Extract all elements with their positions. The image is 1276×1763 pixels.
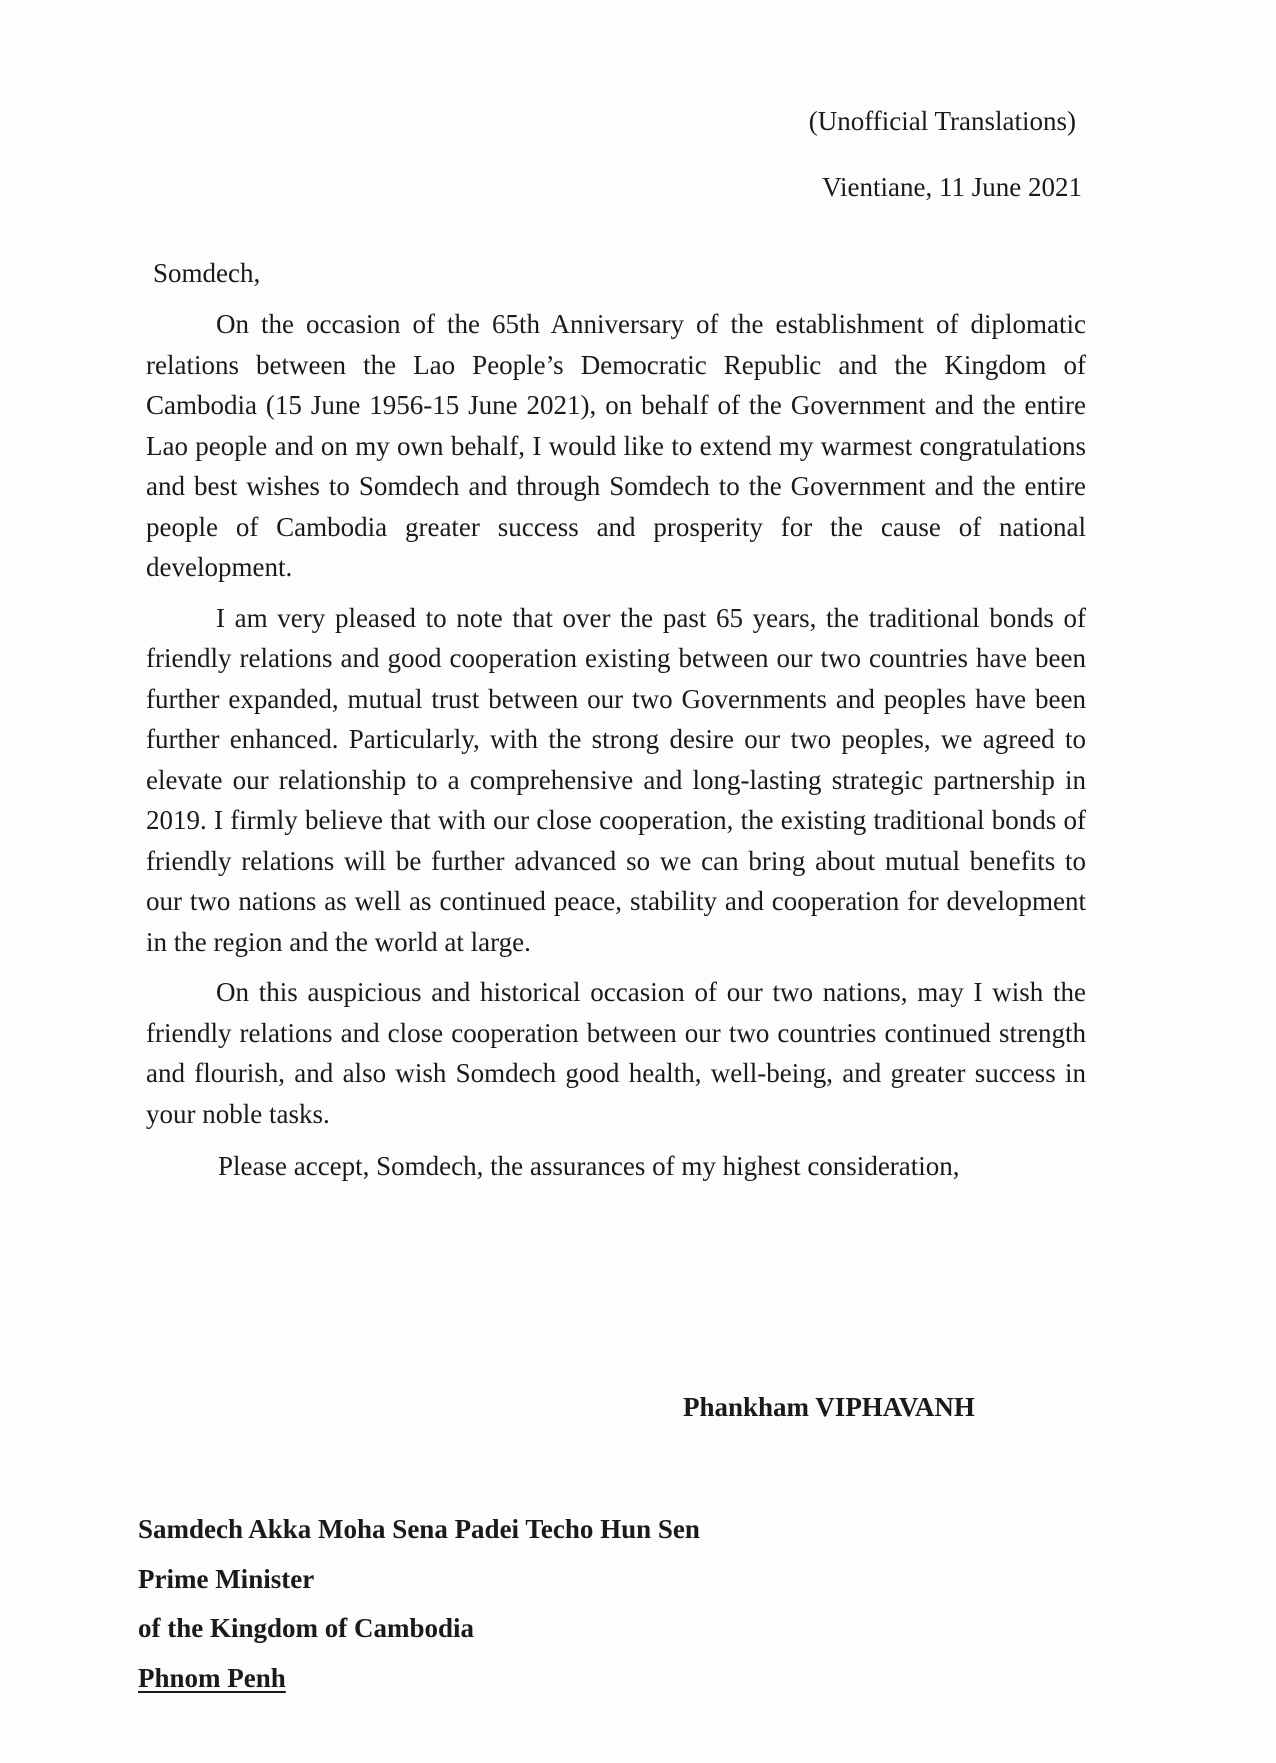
place-and-date: Vientiane, 11 June 2021	[822, 172, 1082, 202]
recipient-name: Samdech Akka Moha Sena Padei Techo Hun Sen	[138, 1514, 700, 1544]
letter-body	[146, 304, 1086, 1197]
signatory-name: Phankham VIPHAVANH	[683, 1392, 975, 1422]
closing-line: Please accept, Somdech, the assurances of my highest consideration,	[218, 1151, 960, 1181]
salutation: Somdech,	[153, 258, 261, 288]
recipient-city: Phnom Penh	[138, 1662, 286, 1693]
translation-note: (Unofficial Translations)	[808, 106, 1076, 136]
recipient-title: Prime Minister	[138, 1563, 315, 1594]
recipient-country: of the Kingdom of Cambodia	[138, 1613, 475, 1643]
body-paragraph-1: On the occasion of the 65th Anniversary of the establishment of diplomatic relations between the Lao People’s Democratic Republic and the Kingdom of Cambodia (15 June 1956-15 June 2021), on behalf of the Government and the entire Lao people and on my own behalf, I would like to extend my warmest congratulations and best wishes to Somdech and through Somdech to the Government and the entire people of Cambodia greater success and prosperity for the cause of national development.	[146, 309, 1086, 582]
body-paragraph-3: On this auspicious and historical occasion of our two nations, may I wish the friendly relations and close cooperation between our two countries continued strength and flourish, and also wish Somdech good health, well-being, and greater success in your noble tasks.	[146, 977, 1086, 1129]
recipient-block	[138, 1505, 700, 1703]
body-paragraph-2: I am very pleased to note that over the past 65 years, the traditional bonds of friendly relations and good cooperation existing between our two countries have been further expanded, mutual trust between our two Governments and peoples have been further enhanced. Particularly, with the strong desire our two peoples, we agreed to elevate our relationship to a comprehensive and long-lasting strategic partnership in 2019. I firmly believe that with our close cooperation, the existing traditional bonds of friendly relations will be further advanced so we can bring about mutual benefits to our two nations as well as continued peace, stability and cooperation for development in the region and the world at large.	[146, 602, 1086, 957]
